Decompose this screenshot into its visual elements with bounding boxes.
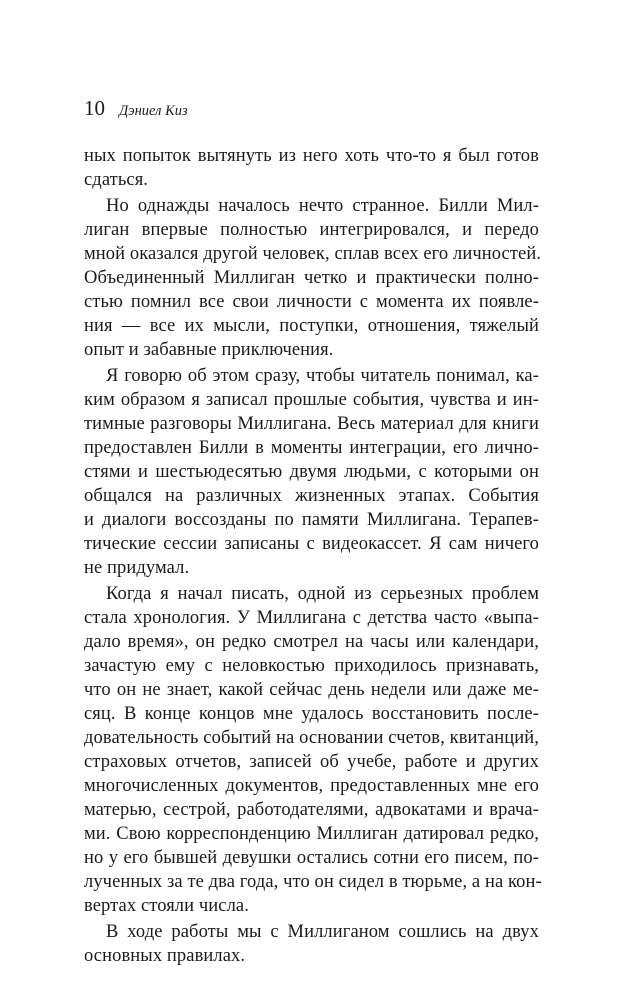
text-line: предоставлен Билли в моменты интеграции, его лично- — [84, 438, 539, 458]
text-line: ных попыток вытянуть из него хоть что-то я был готов — [84, 146, 539, 166]
text-line: не придумал. — [84, 558, 190, 578]
text-line: матерью, сестрой, работодателями, адвокатами и врача- — [84, 800, 539, 820]
text-line: общался на различных жизненных этапах. События — [84, 486, 539, 506]
text-line: зачастую ему с неловкостью приходилось признавать, — [84, 656, 539, 676]
running-header — [84, 96, 188, 121]
page-number: 10 — [84, 96, 105, 120]
text-line: стью помнил все свои личности с момента их появле- — [84, 292, 539, 312]
text-line: тические сессии записаны с видеокассет. Я сам ничего — [84, 534, 539, 554]
paragraph-start-line: Я говорю об этом сразу, чтобы читатель понимал, ка- — [106, 366, 539, 386]
paragraph-start-line: Когда я начал писать, одной из серьезных проблем — [106, 584, 539, 604]
text-line: страховых отчетов, записей об учебе, работе и других — [84, 752, 539, 772]
text-line: вертах стояли числа. — [84, 896, 249, 916]
text-line: сяц. В конце концов мне удалось восстановить после- — [84, 704, 539, 724]
text-line: основных правилах. — [84, 946, 246, 966]
text-line: многочисленных документов, предоставленных мне его — [84, 776, 539, 796]
text-line: сдаться. — [84, 170, 149, 190]
text-line: но у его бывшей девушки остались сотни его писем, по- — [84, 848, 539, 868]
text-line: лученных за те два года, что он сидел в тюрьме, а на кон- — [84, 872, 542, 892]
text-line: и диалоги воссозданы по памяти Миллигана. Терапев- — [84, 510, 539, 530]
text-line: лиган впервые полностью интегрировался, и передо — [84, 220, 539, 240]
text-line: тимные разговоры Миллигана. Весь материал для книги — [84, 414, 539, 434]
text-line: опыт и забавные приключения. — [84, 340, 334, 360]
text-line: ми. Свою корреспонденцию Миллиган датировал редко, — [84, 824, 539, 844]
text-line: дало время», он редко смотрел на часы или календари, — [84, 632, 539, 652]
running-title: Дэниел Киз — [119, 103, 188, 119]
paragraph-start-line: В ходе работы мы с Миллиганом сошлись на двух — [106, 922, 539, 942]
text-line: что он не знает, какой сейчас день недели или даже ме- — [84, 680, 539, 700]
text-line: ния — все их мысли, поступки, отношения, тяжелый — [84, 316, 539, 336]
text-line: Объединенный Миллиган четко и практически полно- — [84, 268, 539, 288]
text-line: ким образом я записал прошлые события, чувства и ин- — [84, 390, 539, 410]
paragraph-start-line: Но однажды началось нечто странное. Билли Мил- — [106, 196, 539, 216]
text-line: стала хронология. У Миллигана с детства часто «выпа- — [84, 608, 539, 628]
text-line: мной оказался другой человек, сплав всех его личностей. — [84, 244, 542, 264]
text-line: стями и шестьюдесятью двумя людьми, с которыми он — [84, 462, 539, 482]
text-line: довательность событий на основании счетов, квитанций, — [84, 728, 539, 748]
